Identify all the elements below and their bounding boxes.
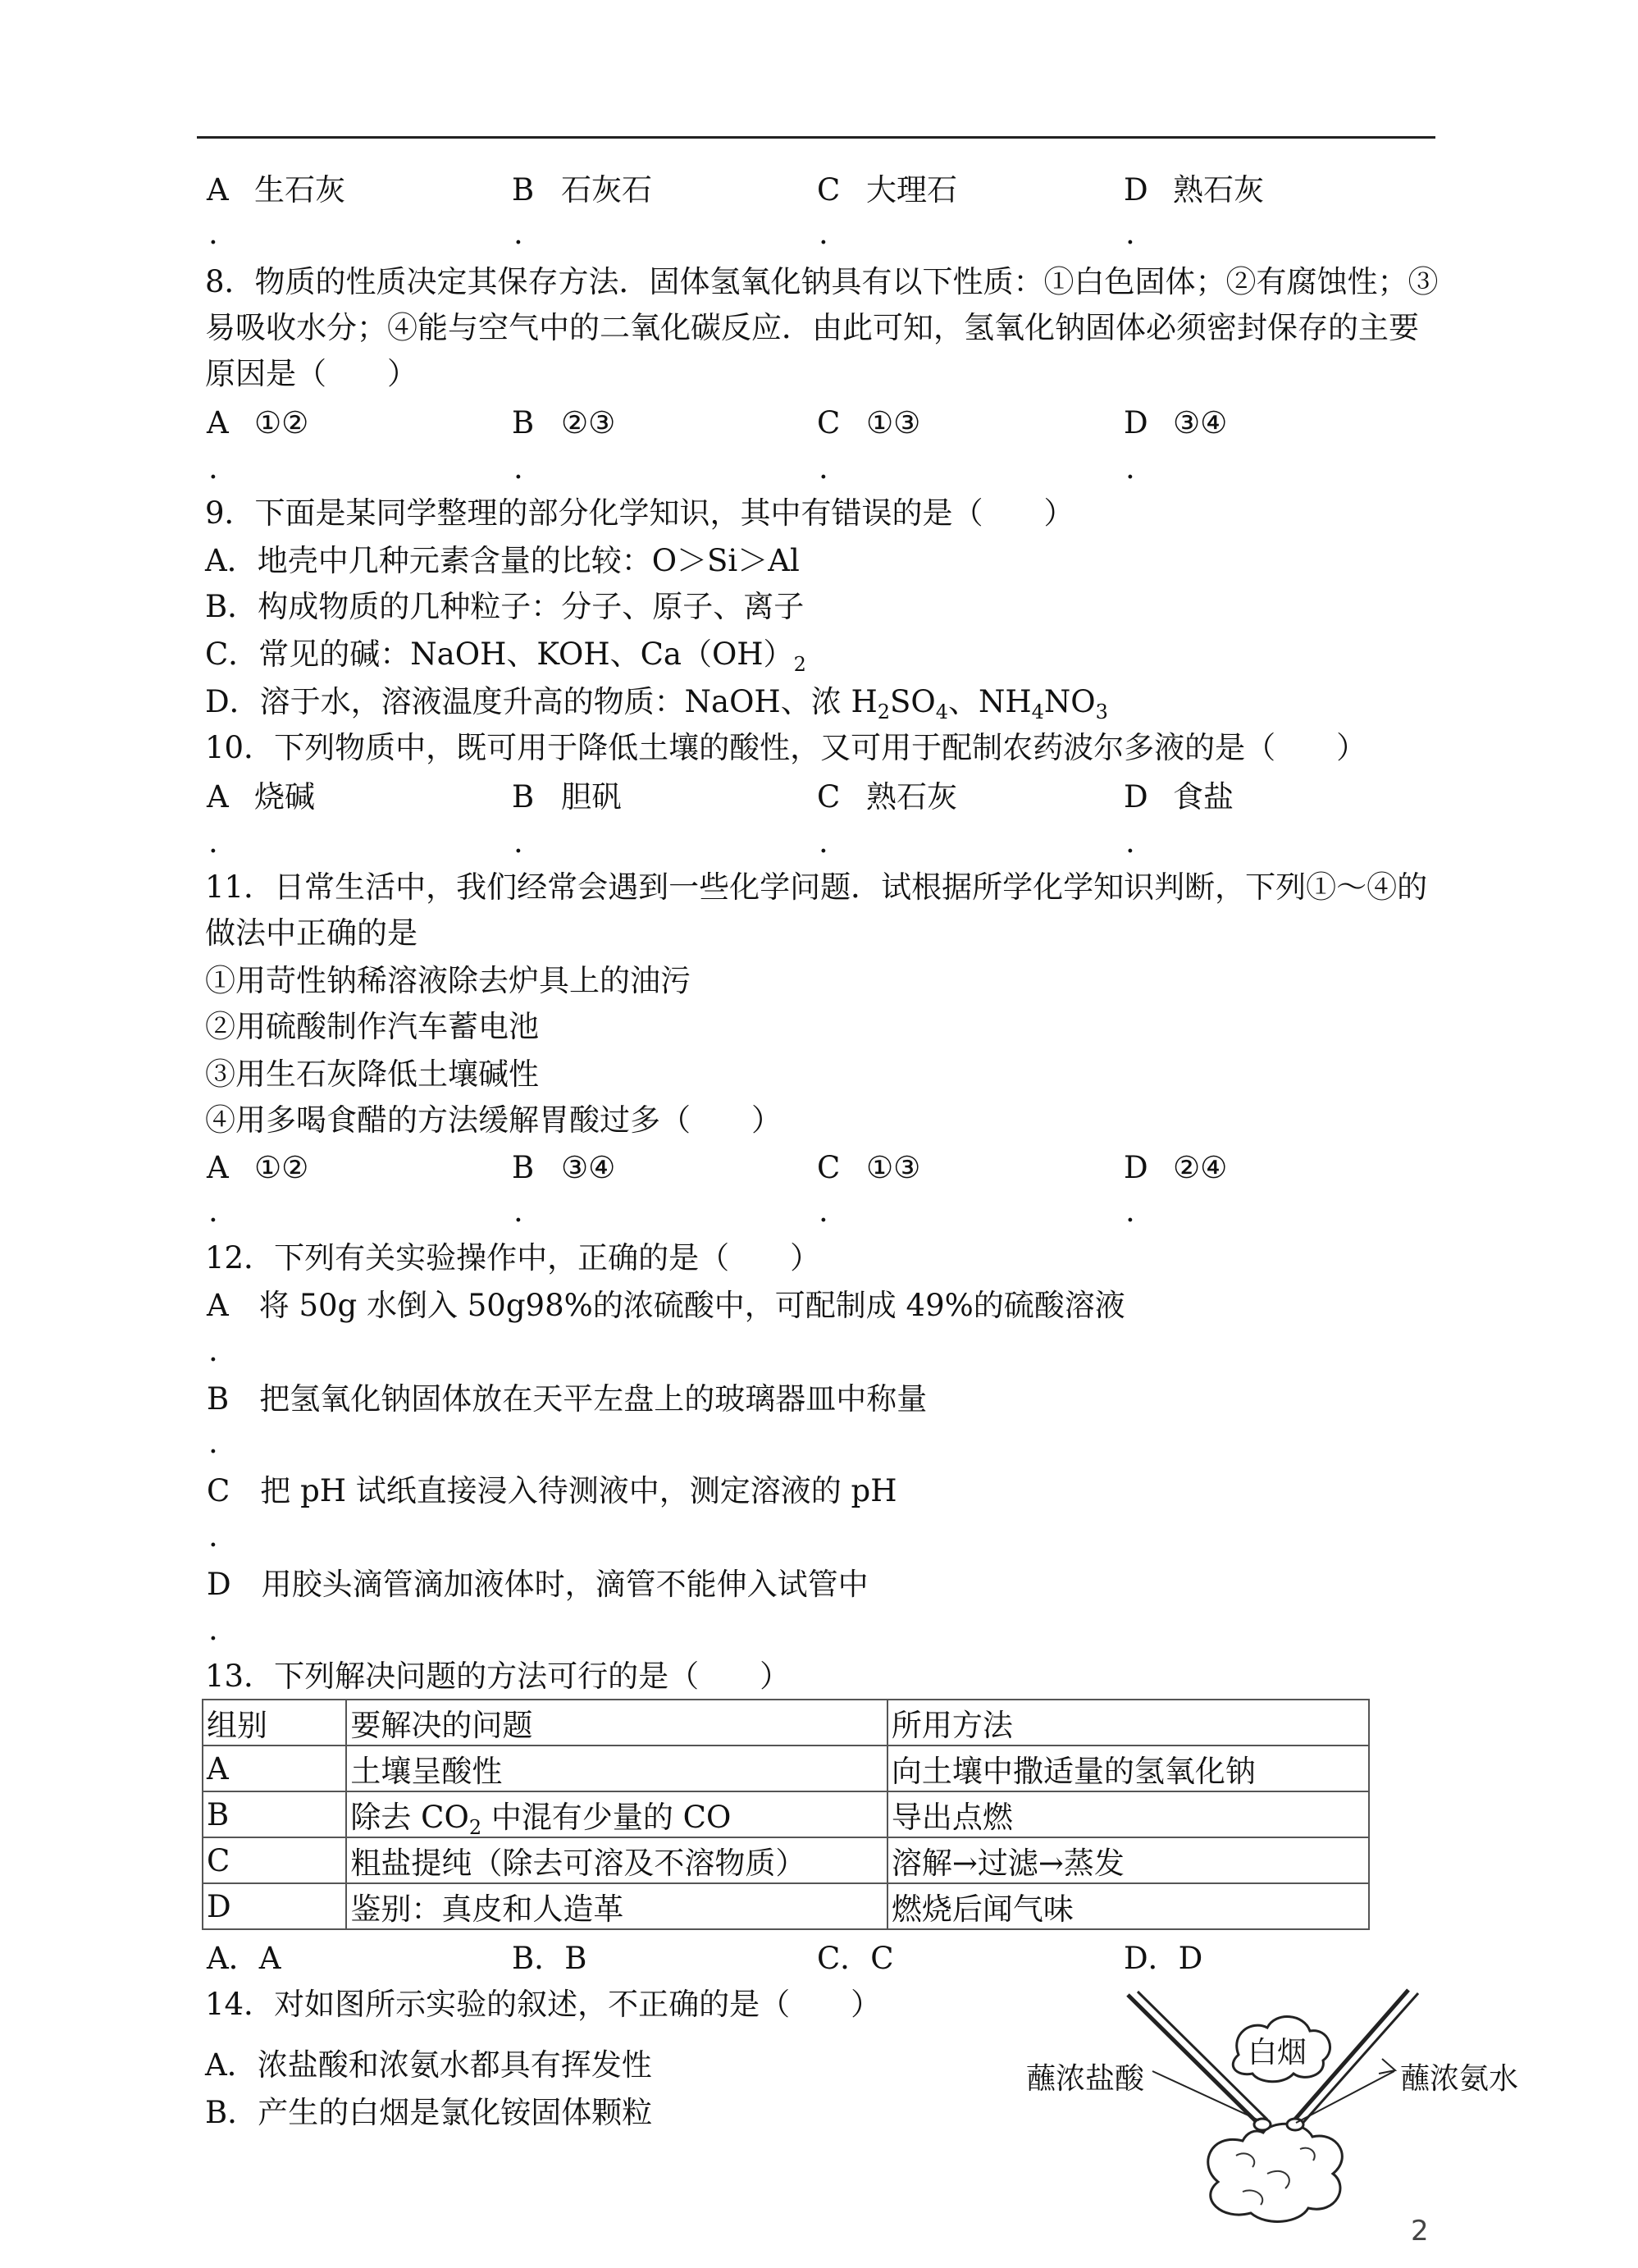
option-text: 胆矾: [561, 779, 622, 815]
choice-a: A．浓盐酸和浓氨水都具有挥发性: [205, 2047, 652, 2083]
option-letter: B: [512, 405, 535, 440]
option-text: 熟石灰: [1173, 172, 1264, 208]
option-letter: C: [817, 405, 841, 440]
dot-mark: .: [208, 216, 218, 251]
label-ammonia: 蘸浓氨水: [1400, 2062, 1519, 2096]
statement-3: ③用生石灰降低土壤碱性: [205, 1056, 539, 1092]
page-number: 2: [1411, 2215, 1429, 2247]
table-cell: 土壤呈酸性: [346, 1745, 887, 1791]
option-letter: B: [512, 172, 535, 208]
subscript: 4: [935, 700, 948, 723]
table-header: 要解决的问题: [346, 1700, 887, 1745]
choice-d-text: D．溶于水，溶液温度升高的物质：NaOH、浓 H: [205, 684, 878, 719]
option-text: ③④: [561, 1150, 616, 1185]
choice-a: A 将 50g 水倒入 50g98%的浓硫酸中，可配制成 49%的硫酸溶液: [207, 1288, 1125, 1323]
choice-c: [205, 637, 806, 676]
table-row: [203, 1791, 1369, 1837]
dot-mark: .: [513, 824, 523, 860]
table-cell: D: [203, 1883, 346, 1929]
option-letter: C: [817, 779, 841, 815]
option-text: ③④: [1173, 405, 1228, 440]
dot-mark: .: [819, 1193, 828, 1229]
subscript: 2: [468, 1816, 482, 1839]
smoke-cloud: [1208, 2124, 1343, 2221]
question-text: 10．下列物质中，既可用于降低土壤的酸性，又可用于配制农药波尔多液的是（ ）: [205, 730, 1367, 765]
methods-table: [202, 1699, 1370, 1930]
table-header: 组别: [203, 1700, 346, 1745]
question-text: 做法中正确的是: [205, 915, 417, 951]
dot-mark: .: [819, 216, 828, 251]
pointer-right: [1296, 2071, 1394, 2123]
dot-mark: .: [208, 1612, 218, 1647]
option-text: ①②: [254, 405, 309, 440]
dot-mark: .: [1125, 216, 1135, 251]
dot-mark: .: [819, 450, 828, 486]
dot-mark: .: [208, 1518, 218, 1554]
subscript: 2: [877, 700, 891, 723]
option-text: ①③: [866, 1150, 921, 1185]
table-cell: B: [203, 1791, 346, 1837]
table-header-row: [203, 1700, 1369, 1745]
option-letter: B: [512, 1150, 535, 1185]
statement-4: ④用多喝食醋的方法缓解胃酸过多（ ）: [205, 1102, 782, 1138]
dot-mark: .: [208, 1425, 218, 1460]
subscript: 2: [793, 653, 806, 676]
option-letter: A: [207, 779, 229, 815]
choice-c-text: C．常见的碱：NaOH、KOH、Ca（OH）: [205, 637, 794, 672]
option-text: 食盐: [1173, 779, 1234, 815]
label-white-smoke: 白烟: [1248, 2036, 1307, 2069]
table-cell: 燃烧后闻气味: [887, 1883, 1369, 1929]
option-letter: A: [207, 172, 229, 208]
formula-part: 、NH: [947, 684, 1032, 719]
table-header: 所用方法: [887, 1700, 1369, 1745]
cell-text: 中混有少量的 CO: [481, 1800, 732, 1835]
dot-mark: .: [819, 824, 828, 860]
option-text: 大理石: [866, 172, 957, 208]
option-letter: D: [1124, 405, 1148, 440]
option-text: ①③: [866, 405, 921, 440]
choice-b: B．产生的白烟是氯化铵固体颗粒: [205, 2095, 653, 2130]
table-cell: A: [203, 1745, 346, 1791]
table-cell: 溶解→过滤→蒸发: [887, 1837, 1369, 1883]
statement-1: ①用苛性钠稀溶液除去炉具上的油污: [205, 963, 691, 998]
table-cell: 粗盐提纯（除去可溶及不溶物质）: [346, 1837, 887, 1883]
choice-d: [205, 684, 1108, 723]
question-text: 11．日常生活中，我们经常会遇到一些化学问题．试根据所学化学知识判断，下列①～④的: [205, 869, 1428, 905]
option-letter: C: [817, 172, 841, 208]
formula-part: NO: [1043, 684, 1096, 719]
option-letter: D: [1124, 1150, 1148, 1185]
header-rule: [197, 136, 1435, 139]
choice-b: B．构成物质的几种粒子：分子、原子、离子: [205, 589, 805, 624]
dot-mark: .: [208, 1193, 218, 1229]
dot-mark: .: [1125, 450, 1135, 486]
statement-2: ②用硫酸制作汽车蓄电池: [205, 1009, 539, 1044]
option-text: 石灰石: [561, 172, 652, 208]
rod-tip-left: [1254, 2119, 1271, 2130]
option-text: 熟石灰: [866, 779, 957, 815]
dot-mark: .: [208, 450, 218, 486]
table-cell: 导出点燃: [887, 1791, 1369, 1837]
table-cell: 向土壤中撒适量的氢氧化钠: [887, 1745, 1369, 1791]
option-letter: D: [1124, 779, 1148, 815]
dot-mark: .: [1125, 824, 1135, 860]
cell-text: 除去 CO: [350, 1800, 469, 1835]
dot-mark: .: [513, 1193, 523, 1229]
option-text: ②④: [1173, 1150, 1228, 1185]
option-text: ①②: [254, 1150, 309, 1185]
question-text: 12．下列有关实验操作中，正确的是（ ）: [205, 1240, 821, 1275]
option-text: A．A: [207, 1941, 281, 1976]
option-text: D．D: [1124, 1941, 1203, 1976]
question-text: 8．物质的性质决定其保存方法．固体氢氧化钠具有以下性质：①白色固体；②有腐蚀性；③: [205, 264, 1439, 299]
dot-mark: .: [208, 1333, 218, 1368]
dot-mark: .: [1125, 1193, 1135, 1229]
question-text: 14．对如图所示实验的叙述，不正确的是（ ）: [205, 1987, 882, 2022]
formula-part: SO: [890, 684, 936, 719]
dot-mark: .: [513, 450, 523, 486]
subscript: 3: [1095, 700, 1108, 723]
table-row: [203, 1837, 1369, 1883]
option-text: 生石灰: [254, 172, 345, 208]
option-letter: B: [512, 779, 535, 815]
question-text: 原因是（ ）: [205, 356, 417, 391]
subscript: 4: [1031, 700, 1044, 723]
option-text: 烧碱: [254, 779, 315, 815]
option-letter: C: [817, 1150, 841, 1185]
question-text: 13．下列解决问题的方法可行的是（ ）: [205, 1659, 791, 1694]
question-text: 易吸收水分；④能与空气中的二氧化碳反应．由此可知，氢氧化钠固体必须密封保存的主要: [205, 310, 1419, 345]
table-cell: C: [203, 1837, 346, 1883]
smoke-swirls: [1236, 2148, 1315, 2205]
table-row: [203, 1745, 1369, 1791]
dot-mark: .: [513, 216, 523, 251]
label-hydrochloric-acid: 蘸浓盐酸: [1026, 2062, 1145, 2096]
white-smoke-figure: [1021, 1977, 1530, 2223]
choice-a: A．地壳中几种元素含量的比较：O＞Si＞Al: [205, 543, 800, 578]
pointer-right-arc: [1379, 2059, 1395, 2074]
experiment-diagram: [1021, 1977, 1530, 2223]
option-letter: A: [207, 1150, 229, 1185]
choice-c: C 把 pH 试纸直接浸入待测液中，测定溶液的 pH: [207, 1473, 897, 1508]
option-text: B．B: [512, 1941, 587, 1976]
table-row: [203, 1883, 1369, 1929]
option-letter: D: [1124, 172, 1148, 208]
table-cell: 鉴别：真皮和人造革: [346, 1883, 887, 1929]
option-letter: A: [207, 405, 229, 440]
dot-mark: .: [208, 824, 218, 860]
option-text: ②③: [561, 405, 616, 440]
choice-b: B 把氢氧化钠固体放在天平左盘上的玻璃器皿中称量: [207, 1381, 928, 1417]
table-cell: [346, 1791, 887, 1837]
choice-d: D 用胶头滴管滴加液体时，滴管不能伸入试管中: [207, 1567, 869, 1602]
question-text: 9．下面是某同学整理的部分化学知识，其中有错误的是（ ）: [205, 495, 1075, 531]
option-text: C．C: [817, 1941, 894, 1976]
